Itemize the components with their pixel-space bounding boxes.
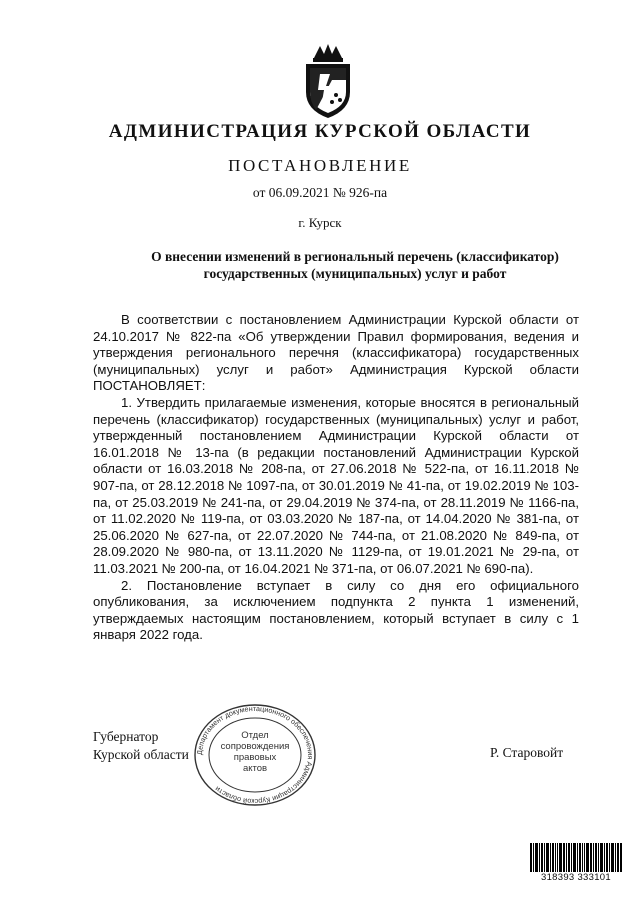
stamp-line-4: актов (242, 763, 268, 774)
organization-title: АДМИНИСТРАЦИЯ КУРСКОЙ ОБЛАСТИ (108, 121, 532, 142)
document-body (93, 312, 579, 644)
signatory-name: Р. Старовойт (490, 745, 564, 760)
barcode-graphic (530, 843, 622, 893)
coat-of-arms-emblem (296, 40, 360, 120)
official-stamp (190, 700, 320, 810)
document-type: ПОСТАНОВЛЕНИЕ (228, 156, 412, 175)
document-number: от 06.09.2021 № 926-па (252, 185, 388, 200)
body-paragraph-1: В соответствии с постановлением Администрации Курской области от 24.10.2017 № 822-па «Об утверждении Правил формирования, ведения и утверждения регионального перечня (классификатора) государственных (муниципальных) услуг и работ» Администрация Курской области ПОСТАНОВЛЯЕТ: (93, 312, 579, 394)
signatory-title-line-1: Губернатор (93, 729, 159, 744)
stamp-ring-text: Департамент документационного обеспечения Администрации Курской области (194, 703, 316, 807)
stamp-center-text (190, 730, 320, 774)
document-city: г. Курск (298, 215, 342, 230)
signatory-title-line-2: Курской области (93, 747, 189, 762)
subject-line-2: государственных (муниципальных) услуг и работ (203, 266, 507, 281)
document-subject (120, 248, 590, 282)
stamp-line-3: правовых (233, 752, 277, 763)
barcode-number: 318393 333101 (530, 872, 622, 883)
stamp-line-2: сопровождения (220, 741, 290, 752)
stamp-line-1: Отдел (241, 730, 269, 741)
subject-line-1: О внесении изменений в региональный перечень (классификатор) (151, 249, 559, 264)
body-paragraph-2: 1. Утвердить прилагаемые изменения, которые вносятся в региональный перечень (классификатор) государственных (муниципальных) услуг и работ, утвержденный постановлением Администрации Курской области от 16.01.2018 № 13-па (в редакции постановлений Администрации Курской области от 16.03.2018 № 208-па, от 27.06.2018 № 522-па, от 16.11.2018 № 907-па, от 28.12.2018 № 1097-па, от 30.01.2019 № 41-па, от 19.02.2019 № 103-па, от 25.03.2019 № 241-па, от 29.04.2019 № 374-па, от 28.11.2019 № 1166-па, от 11.02.2020 № 119-па, от 03.03.2020 № 187-па, от 14.04.2020 № 381-па, от 25.06.2020 № 627-па, от 22.07.2020 № 744-па, от 21.08.2020 № 849-па, от 28.09.2020 № 980-па, от 13.11.2020 № 1129-па, от 19.01.2021 № 29-па, от 11.03.2021 № 200-па, от 16.04.2021 № 371-па, от 06.07.2021 № 690-па). (93, 394, 579, 576)
body-paragraph-3: 2. Постановление вступает в силу со дня его официального опубликования, за исключением подпункта 2 пункта 1 изменений, утверждаемых настоящим постановлением, который вступает в силу с 1 января 2022 года. (93, 577, 579, 643)
